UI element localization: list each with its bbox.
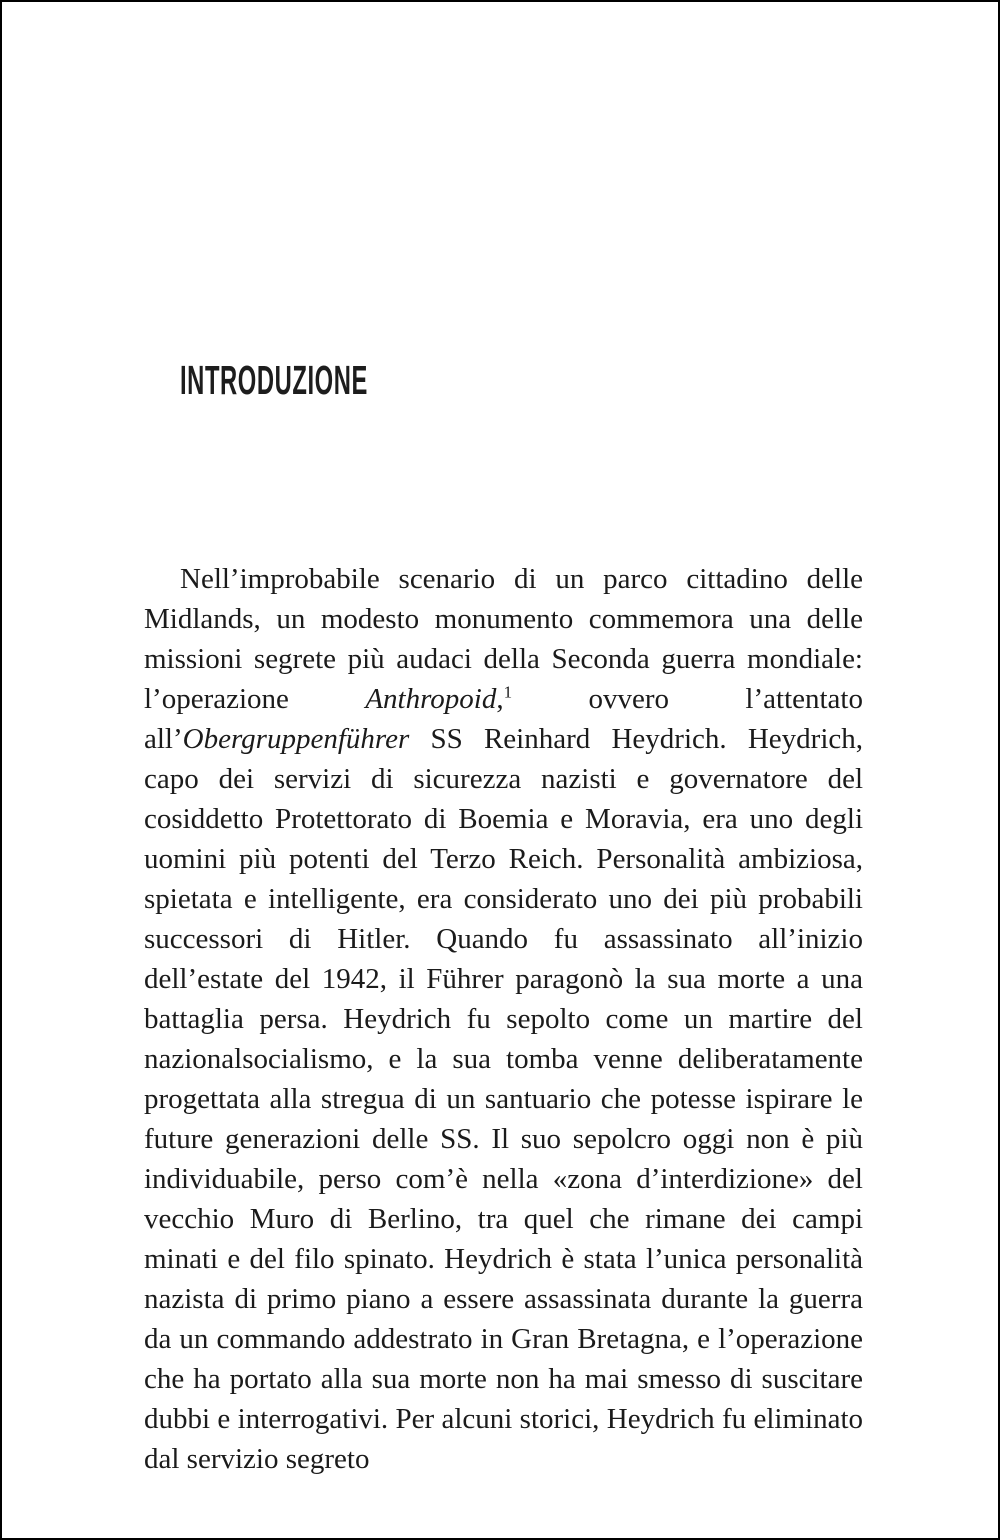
paragraph-run: Nell’improbabile scenario di un parco cittadino delle Midlands, un modesto monumento commemora una delle missioni segrete più audaci della Seconda guerra mondiale: l’operazione bbox=[144, 563, 863, 715]
chapter-heading: INTRODUZIONE bbox=[180, 357, 368, 403]
paragraph-run: SS Reinhard Heydrich. Heydrich, capo dei servizi di sicurezza nazisti e governatore del cosiddetto Protettorato di Boemia e Moravia, era uno degli uomini più potenti del Terzo Reich. Personalità ambiziosa, spietata e intelligente, era considerato uno dei più probabili successori di Hitler. Quando fu assassinato all’inizio dell’estate del 1942, il Führer paragonò la sua morte a una battaglia persa. Heydrich fu sepolto come un martire del nazionalsocialismo, e la sua tomba venne deliberatamente progettata alla stregua di un santuario che potesse ispirare le future generazioni delle SS. Il suo sepolcro oggi non è più individuabile, perso com’è nella «zona d’interdizione» del vecchio Muro di Berlino, tra quel che rimane dei campi minati e del filo spinato. Heydrich è stata l’unica personalità nazista di primo piano a essere assassinata durante la guerra da un commando addestrato in Gran Bretagna, e l’operazione che ha portato alla sua morte non ha mai smesso di suscitare dubbi e interrogativi. Per alcuni storici, Heydrich fu eliminato dal servizio segreto bbox=[144, 723, 863, 1475]
paragraph-run: , bbox=[496, 683, 504, 715]
footnote-reference: 1 bbox=[503, 682, 513, 702]
italic-term-anthropoid: Anthropoid bbox=[365, 683, 497, 715]
paragraph-run: ovvero l’attentato all’ bbox=[144, 683, 863, 755]
italic-term-obergruppenfuhrer: Obergruppenführer bbox=[182, 723, 410, 755]
body-paragraph bbox=[144, 559, 863, 1479]
